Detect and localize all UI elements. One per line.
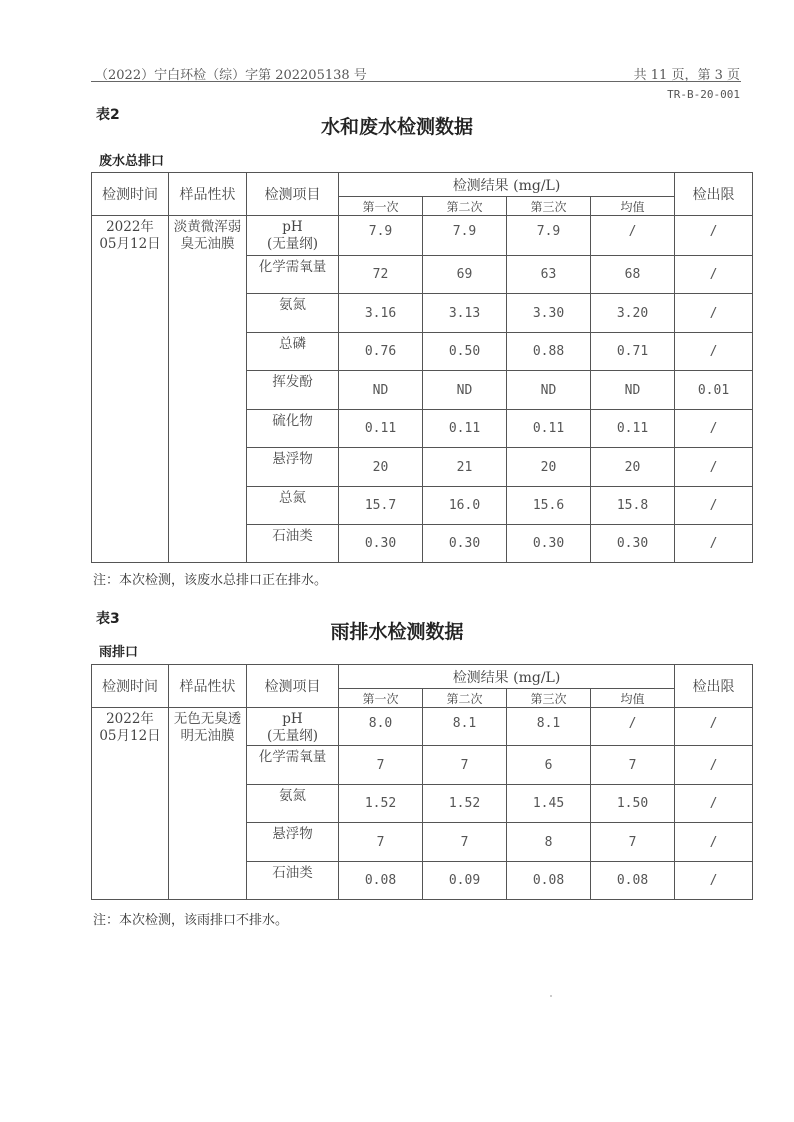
document-code: TR-B-20-001 xyxy=(667,88,740,101)
text-line: 总磷 xyxy=(279,336,306,352)
result-value: 1.52 xyxy=(339,785,423,823)
test-item xyxy=(247,256,339,294)
result-value: 0.50 xyxy=(423,333,507,371)
result-value: 7 xyxy=(423,746,507,785)
text-line: (无量纲) xyxy=(266,728,319,744)
result-value: 0.11 xyxy=(339,410,423,448)
result-value: 8 xyxy=(507,823,591,862)
text-line: 挥发酚 xyxy=(272,374,313,390)
detection-limit-value: / xyxy=(675,525,753,563)
header-test-time: 检测时间 xyxy=(92,665,169,708)
detection-limit-value: / xyxy=(675,862,753,900)
report-number: （2022）宁白环检（综）字第 202205138 号 xyxy=(95,68,367,83)
result-value: 7 xyxy=(339,746,423,785)
test-date xyxy=(92,216,169,563)
text-line: 悬浮物 xyxy=(272,451,313,467)
table3-label: 表3 xyxy=(96,611,120,627)
header-divider xyxy=(91,81,741,82)
table-row xyxy=(92,708,753,746)
table3-note: 注：本次检测，该雨排口不排水。 xyxy=(93,913,289,928)
test-item xyxy=(247,823,339,862)
detection-limit-value: / xyxy=(675,294,753,333)
text-line: 化学需氧量 xyxy=(258,259,327,275)
result-value: 0.88 xyxy=(507,333,591,371)
table2-location: 废水总排口 xyxy=(99,154,165,169)
result-value: 0.08 xyxy=(339,862,423,900)
text-line: (无量纲) xyxy=(266,236,319,252)
text-line: 化学需氧量 xyxy=(258,749,327,765)
header-sample-state: 样品性状 xyxy=(169,665,247,708)
text-line: 硫化物 xyxy=(272,413,313,429)
header-test-item: 检测项目 xyxy=(247,665,339,708)
table3-title: 雨排水检测数据 xyxy=(330,621,464,643)
result-value: 0.30 xyxy=(339,525,423,563)
detection-limit-value: / xyxy=(675,448,753,487)
text-line: 2022年 xyxy=(106,219,154,235)
result-value: 7.9 xyxy=(423,216,507,256)
detection-limit-value: / xyxy=(675,823,753,862)
result-value: 3.13 xyxy=(423,294,507,333)
sample-description xyxy=(169,708,247,900)
result-value: 16.0 xyxy=(423,487,507,525)
result-value: 15.7 xyxy=(339,487,423,525)
scan-speck xyxy=(550,995,552,997)
result-value: 3.30 xyxy=(507,294,591,333)
result-value: 0.30 xyxy=(507,525,591,563)
header-results: 检测结果 (mg/L) xyxy=(339,665,675,689)
text-line: 淡黄微浑弱 xyxy=(173,219,242,235)
text-line: pH xyxy=(282,711,303,727)
text-line: 2022年 xyxy=(106,711,154,727)
result-value: 7.9 xyxy=(507,216,591,256)
test-item xyxy=(247,448,339,487)
result-value: 0.11 xyxy=(591,410,675,448)
detection-limit-value: / xyxy=(675,410,753,448)
sample-description xyxy=(169,216,247,563)
header-test-time: 检测时间 xyxy=(92,173,169,216)
detection-limit-value: / xyxy=(675,708,753,746)
table2-title: 水和废水检测数据 xyxy=(320,116,473,138)
test-item xyxy=(247,862,339,900)
result-value: 3.20 xyxy=(591,294,675,333)
result-value: 63 xyxy=(507,256,591,294)
result-value: 8.0 xyxy=(339,708,423,746)
header-sample-state: 样品性状 xyxy=(169,173,247,216)
header-detection-limit: 检出限 xyxy=(675,173,753,216)
test-item xyxy=(247,371,339,410)
detection-limit-value: / xyxy=(675,785,753,823)
result-value: 3.16 xyxy=(339,294,423,333)
header-second: 第二次 xyxy=(423,197,507,216)
result-value: ND xyxy=(423,371,507,410)
result-value: 0.30 xyxy=(591,525,675,563)
header-row xyxy=(92,173,753,197)
table2-note: 注：本次检测，该废水总排口正在排水。 xyxy=(93,573,328,588)
result-value: 7 xyxy=(591,823,675,862)
result-value: 8.1 xyxy=(507,708,591,746)
result-value: 7.9 xyxy=(339,216,423,256)
result-value: 15.6 xyxy=(507,487,591,525)
detection-limit-value: / xyxy=(675,256,753,294)
result-value: 1.50 xyxy=(591,785,675,823)
test-item xyxy=(247,785,339,823)
test-item xyxy=(247,294,339,333)
text-line: 悬浮物 xyxy=(272,826,313,842)
header-third: 第三次 xyxy=(507,689,591,708)
result-value: 1.45 xyxy=(507,785,591,823)
table3 xyxy=(91,664,753,900)
detection-limit-value: / xyxy=(675,746,753,785)
result-value: 0.08 xyxy=(591,862,675,900)
header-test-item: 检测项目 xyxy=(247,173,339,216)
test-item xyxy=(247,746,339,785)
detection-limit-value: / xyxy=(675,487,753,525)
header-mean: 均值 xyxy=(591,689,675,708)
result-value: 8.1 xyxy=(423,708,507,746)
text-line: 无色无臭透 xyxy=(173,711,242,727)
header-first: 第一次 xyxy=(339,689,423,708)
result-value: 68 xyxy=(591,256,675,294)
detection-limit-value: / xyxy=(675,333,753,371)
result-value: 20 xyxy=(339,448,423,487)
header-second: 第二次 xyxy=(423,689,507,708)
result-value: 20 xyxy=(507,448,591,487)
result-value: 0.11 xyxy=(507,410,591,448)
result-value: / xyxy=(591,708,675,746)
result-value: 7 xyxy=(591,746,675,785)
table2 xyxy=(91,172,753,563)
result-value: 1.52 xyxy=(423,785,507,823)
result-value: 72 xyxy=(339,256,423,294)
text-line: pH xyxy=(282,219,303,235)
test-item xyxy=(247,333,339,371)
header-mean: 均值 xyxy=(591,197,675,216)
detection-limit-value: 0.01 xyxy=(675,371,753,410)
result-value: 15.8 xyxy=(591,487,675,525)
test-date xyxy=(92,708,169,900)
text-line: 臭无油膜 xyxy=(180,236,235,252)
text-line: 石油类 xyxy=(272,865,313,881)
result-value: 7 xyxy=(423,823,507,862)
result-value: ND xyxy=(339,371,423,410)
test-item xyxy=(247,708,339,746)
result-value: ND xyxy=(591,371,675,410)
text-line: 总氮 xyxy=(279,490,306,506)
header-first: 第一次 xyxy=(339,197,423,216)
header-third: 第三次 xyxy=(507,197,591,216)
result-value: 0.71 xyxy=(591,333,675,371)
header-results: 检测结果 (mg/L) xyxy=(339,173,675,197)
result-value: 0.76 xyxy=(339,333,423,371)
result-value: 69 xyxy=(423,256,507,294)
result-value: / xyxy=(591,216,675,256)
text-line: 明无油膜 xyxy=(180,728,235,744)
table-row xyxy=(92,216,753,256)
result-value: 20 xyxy=(591,448,675,487)
header-detection-limit: 检出限 xyxy=(675,665,753,708)
text-line: 05月12日 xyxy=(99,236,161,252)
test-item xyxy=(247,525,339,563)
detection-limit-value: / xyxy=(675,216,753,256)
result-value: 0.08 xyxy=(507,862,591,900)
result-value: 0.11 xyxy=(423,410,507,448)
result-value: 0.30 xyxy=(423,525,507,563)
table2-label: 表2 xyxy=(96,107,120,123)
table3-location: 雨排口 xyxy=(99,645,139,660)
result-value: 7 xyxy=(339,823,423,862)
result-value: 0.09 xyxy=(423,862,507,900)
header-row xyxy=(92,665,753,689)
test-item xyxy=(247,487,339,525)
text-line: 氨氮 xyxy=(279,788,306,804)
result-value: 6 xyxy=(507,746,591,785)
text-line: 石油类 xyxy=(272,528,313,544)
text-line: 05月12日 xyxy=(99,728,161,744)
page-indicator: 共 11 页，第 3 页 xyxy=(633,68,740,83)
result-value: 21 xyxy=(423,448,507,487)
test-item xyxy=(247,216,339,256)
result-value: ND xyxy=(507,371,591,410)
test-item xyxy=(247,410,339,448)
text-line: 氨氮 xyxy=(279,297,306,313)
